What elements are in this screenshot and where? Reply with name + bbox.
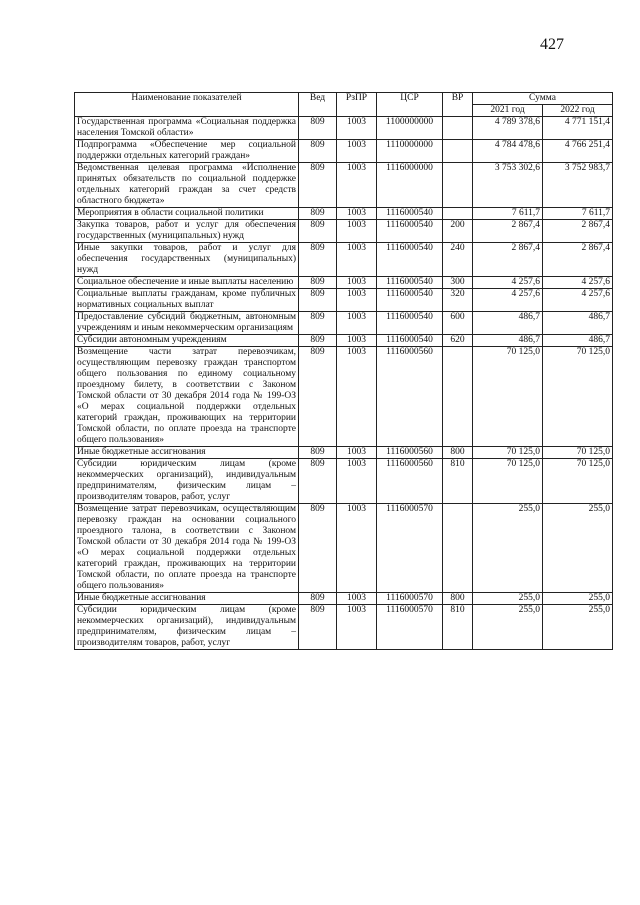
cell-2021: 255,0	[473, 593, 543, 605]
cell-2022: 2 867,4	[543, 220, 613, 243]
table-row	[75, 312, 613, 335]
table-row	[75, 163, 613, 208]
cell-vr: 600	[443, 312, 473, 335]
cell-vr: 320	[443, 289, 473, 312]
header-rzpr: РзПР	[337, 93, 377, 117]
cell-2021: 4 257,6	[473, 277, 543, 289]
cell-2022: 255,0	[543, 605, 613, 650]
cell-name: Государственная программа «Социальная поддержка населения Томской области»	[75, 117, 299, 140]
cell-2022: 70 125,0	[543, 459, 613, 504]
cell-name: Ведомственная целевая программа «Исполнение принятых обязательств по социальной поддержке отдельных категорий граждан за счет средств областного бюджета»	[75, 163, 299, 208]
cell-2022: 4 771 151,4	[543, 117, 613, 140]
table-row	[75, 347, 613, 447]
cell-vr: 810	[443, 605, 473, 650]
cell-rzpr: 1003	[337, 593, 377, 605]
cell-rzpr: 1003	[337, 140, 377, 163]
cell-csr: 1116000540	[377, 277, 443, 289]
cell-2022: 7 611,7	[543, 208, 613, 220]
cell-vr: 620	[443, 335, 473, 347]
cell-rzpr: 1003	[337, 289, 377, 312]
cell-ved: 809	[299, 208, 337, 220]
cell-ved: 809	[299, 504, 337, 593]
cell-rzpr: 1003	[337, 277, 377, 289]
cell-rzpr: 1003	[337, 459, 377, 504]
header-2022: 2022 год	[543, 105, 613, 117]
cell-2021: 255,0	[473, 605, 543, 650]
cell-vr	[443, 504, 473, 593]
cell-2022: 70 125,0	[543, 347, 613, 447]
cell-name: Субсидии автономным учреждениям	[75, 335, 299, 347]
table-row	[75, 208, 613, 220]
page-number: 427	[540, 36, 564, 53]
cell-ved: 809	[299, 312, 337, 335]
cell-csr: 1116000560	[377, 347, 443, 447]
cell-csr: 1116000560	[377, 447, 443, 459]
table-row	[75, 140, 613, 163]
cell-2021: 486,7	[473, 335, 543, 347]
cell-vr	[443, 117, 473, 140]
cell-ved: 809	[299, 605, 337, 650]
header-2021: 2021 год	[473, 105, 543, 117]
cell-2021: 2 867,4	[473, 243, 543, 277]
table-row	[75, 117, 613, 140]
cell-2021: 7 611,7	[473, 208, 543, 220]
cell-vr: 300	[443, 277, 473, 289]
cell-rzpr: 1003	[337, 605, 377, 650]
table-row	[75, 605, 613, 650]
cell-csr: 1116000560	[377, 459, 443, 504]
header-sum: Сумма	[473, 93, 613, 105]
cell-2021: 3 753 302,6	[473, 163, 543, 208]
cell-csr: 1116000570	[377, 593, 443, 605]
cell-rzpr: 1003	[337, 208, 377, 220]
cell-name: Подпрограмма «Обеспечение мер социальной поддержки отдельных категорий граждан»	[75, 140, 299, 163]
cell-2022: 4 257,6	[543, 289, 613, 312]
cell-rzpr: 1003	[337, 312, 377, 335]
cell-vr	[443, 347, 473, 447]
cell-vr	[443, 140, 473, 163]
cell-rzpr: 1003	[337, 447, 377, 459]
cell-2022: 4 766 251,4	[543, 140, 613, 163]
cell-name: Социальное обеспечение и иные выплаты населению	[75, 277, 299, 289]
cell-name: Предоставление субсидий бюджетным, автономным учреждениям и иным некоммерческим организациям	[75, 312, 299, 335]
cell-name: Возмещение части затрат перевозчикам, осуществляющим перевозку граждан транспортом общего пользования по единому социальному проездному билету, в соответствии с Законом Томской области от 30 декабря 2014 года № 199-ОЗ «О мерах социальной поддержки отдельных категорий граждан, проживающих на территории Томской области, по оплате проезда на транспорте общего пользования»	[75, 347, 299, 447]
cell-name: Возмещение затрат перевозчикам, осуществляющим перевозку граждан на основании социального проездного талона, в соответствии с Законом Томской области от 30 декабря 2014 года № 199-ОЗ «О мерах социальной поддержки отдельных категорий граждан, проживающих на территории Томской области, по оплате проезда на транспорте общего пользования»	[75, 504, 299, 593]
cell-2021: 4 789 378,6	[473, 117, 543, 140]
cell-vr	[443, 208, 473, 220]
cell-2022: 2 867,4	[543, 243, 613, 277]
cell-csr: 1116000540	[377, 243, 443, 277]
table-row	[75, 504, 613, 593]
cell-vr: 240	[443, 243, 473, 277]
table-row	[75, 335, 613, 347]
cell-ved: 809	[299, 163, 337, 208]
cell-name: Субсидии юридическим лицам (кроме некоммерческих организаций), индивидуальным предпринимателям, физическим лицам – производителям товаров, работ, услуг	[75, 459, 299, 504]
cell-2022: 255,0	[543, 593, 613, 605]
table-row	[75, 447, 613, 459]
cell-name: Социальные выплаты гражданам, кроме публичных нормативных социальных выплат	[75, 289, 299, 312]
header-ved: Вед	[299, 93, 337, 117]
cell-vr: 800	[443, 447, 473, 459]
cell-vr: 800	[443, 593, 473, 605]
cell-rzpr: 1003	[337, 347, 377, 447]
cell-name: Мероприятия в области социальной политики	[75, 208, 299, 220]
cell-ved: 809	[299, 243, 337, 277]
cell-2021: 255,0	[473, 504, 543, 593]
cell-ved: 809	[299, 335, 337, 347]
cell-2022: 255,0	[543, 504, 613, 593]
cell-rzpr: 1003	[337, 220, 377, 243]
cell-vr: 810	[443, 459, 473, 504]
header-vr: ВР	[443, 93, 473, 117]
cell-ved: 809	[299, 277, 337, 289]
cell-2021: 2 867,4	[473, 220, 543, 243]
cell-rzpr: 1003	[337, 163, 377, 208]
cell-ved: 809	[299, 593, 337, 605]
cell-2021: 486,7	[473, 312, 543, 335]
cell-rzpr: 1003	[337, 504, 377, 593]
cell-csr: 1116000000	[377, 163, 443, 208]
cell-vr	[443, 163, 473, 208]
cell-csr: 1116000570	[377, 605, 443, 650]
cell-csr: 1116000540	[377, 220, 443, 243]
table-row	[75, 289, 613, 312]
cell-2022: 70 125,0	[543, 447, 613, 459]
cell-2021: 70 125,0	[473, 347, 543, 447]
cell-ved: 809	[299, 140, 337, 163]
cell-name: Субсидии юридическим лицам (кроме некоммерческих организаций), индивидуальным предпринимателям, физическим лицам – производителям товаров, работ, услуг	[75, 605, 299, 650]
cell-name: Иные бюджетные ассигнования	[75, 447, 299, 459]
budget-table	[74, 92, 613, 650]
cell-name: Иные закупки товаров, работ и услуг для обеспечения государственных (муниципальных) нужд	[75, 243, 299, 277]
cell-name: Иные бюджетные ассигнования	[75, 593, 299, 605]
table-header	[75, 93, 613, 117]
header-name: Наименование показателей	[75, 93, 299, 117]
table-row	[75, 277, 613, 289]
cell-2021: 70 125,0	[473, 459, 543, 504]
cell-2022: 486,7	[543, 312, 613, 335]
cell-ved: 809	[299, 117, 337, 140]
cell-ved: 809	[299, 447, 337, 459]
table-row	[75, 243, 613, 277]
cell-2022: 4 257,6	[543, 277, 613, 289]
cell-2022: 3 752 983,7	[543, 163, 613, 208]
table-body	[75, 117, 613, 650]
cell-ved: 809	[299, 220, 337, 243]
cell-csr: 1116000540	[377, 289, 443, 312]
cell-ved: 809	[299, 347, 337, 447]
cell-rzpr: 1003	[337, 117, 377, 140]
cell-name: Закупка товаров, работ и услуг для обеспечения государственных (муниципальных) нужд	[75, 220, 299, 243]
cell-2021: 4 784 478,6	[473, 140, 543, 163]
table-row	[75, 593, 613, 605]
cell-csr: 1100000000	[377, 117, 443, 140]
header-csr: ЦСР	[377, 93, 443, 117]
cell-csr: 1116000570	[377, 504, 443, 593]
cell-csr: 1116000540	[377, 208, 443, 220]
cell-ved: 809	[299, 459, 337, 504]
cell-2022: 486,7	[543, 335, 613, 347]
cell-csr: 1116000540	[377, 335, 443, 347]
cell-csr: 1116000540	[377, 312, 443, 335]
cell-2021: 4 257,6	[473, 289, 543, 312]
cell-ved: 809	[299, 289, 337, 312]
cell-2021: 70 125,0	[473, 447, 543, 459]
table-row	[75, 459, 613, 504]
cell-vr: 200	[443, 220, 473, 243]
cell-rzpr: 1003	[337, 335, 377, 347]
cell-csr: 1110000000	[377, 140, 443, 163]
cell-rzpr: 1003	[337, 243, 377, 277]
table-row	[75, 220, 613, 243]
